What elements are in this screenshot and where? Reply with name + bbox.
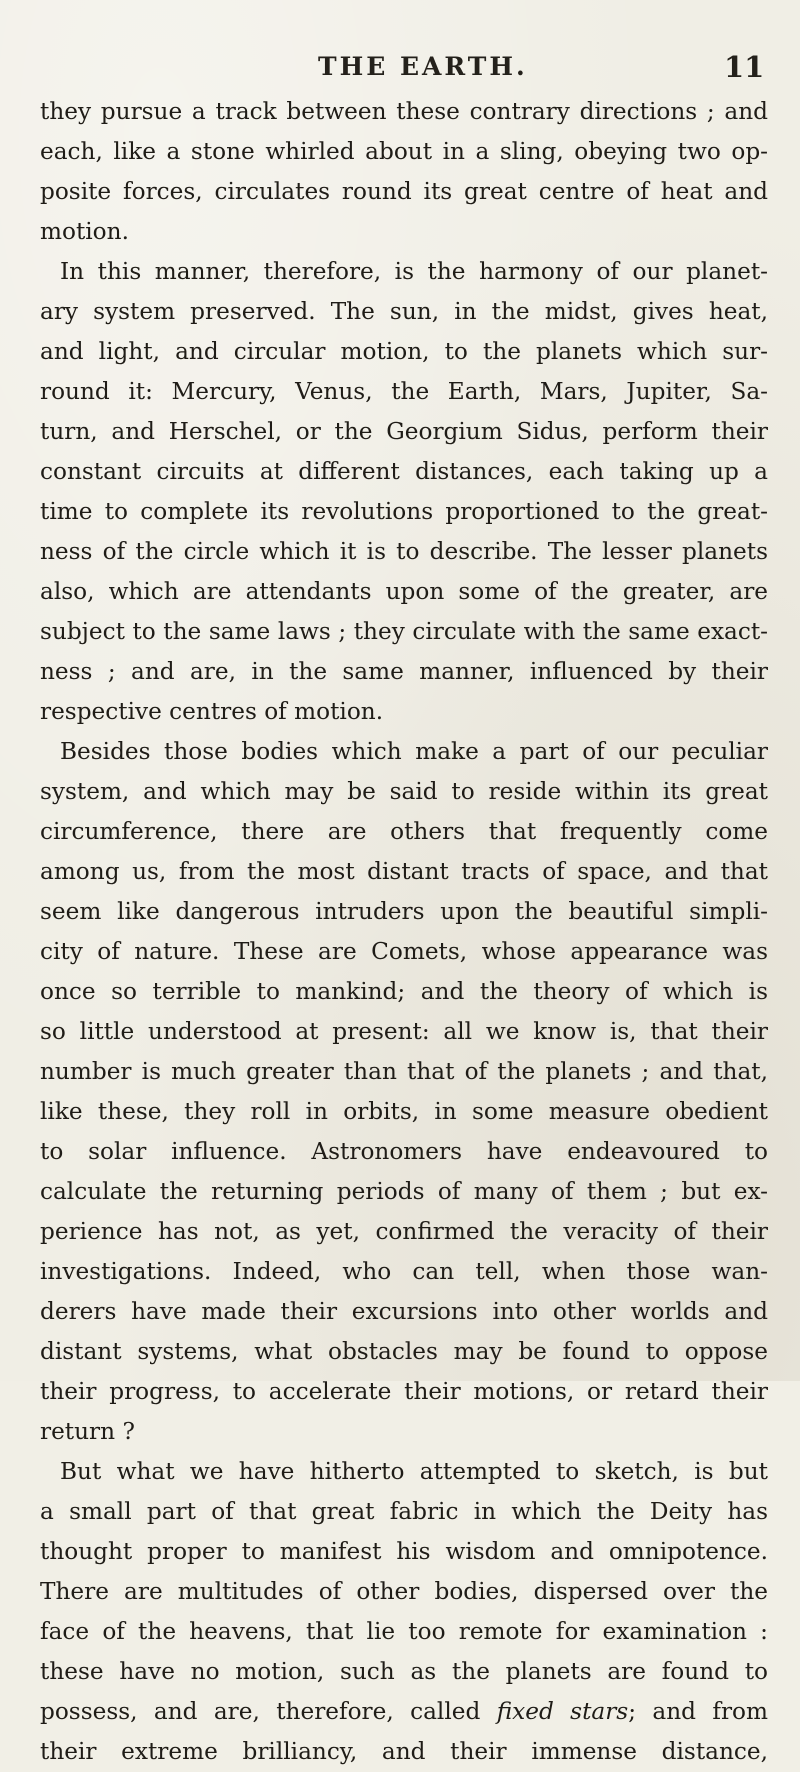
text-line: constant circuits at different distances, each taking up a — [40, 458, 768, 485]
text-line: so little understood at present: all we know is, that their — [40, 1018, 768, 1045]
page-number: 11 — [724, 50, 765, 84]
text-line: But what we have hitherto attempted to sketch, is but — [60, 1458, 768, 1485]
text-line: seem like dangerous intruders upon the beautiful simpli- — [40, 898, 768, 925]
text-line: thought proper to manifest his wisdom and omnipotence. — [40, 1538, 768, 1565]
running-head — [0, 52, 800, 92]
italic-phrase: fixed stars — [496, 1698, 629, 1725]
text-line: There are multitudes of other bodies, dispersed over the — [40, 1578, 768, 1605]
text-line: circumference, there are others that frequently come — [40, 818, 768, 845]
text-line: a small part of that great fabric in which the Deity has — [40, 1498, 768, 1525]
text-line: each, like a stone whirled about in a sling, obeying two op- — [40, 138, 768, 165]
text-line: motion. — [40, 218, 129, 245]
text-line: posite forces, circulates round its great centre of heat and — [40, 178, 768, 205]
text-line: number is much greater than that of the planets ; and that, — [40, 1058, 768, 1085]
text-line: investigations. Indeed, who can tell, when those wan- — [40, 1258, 768, 1285]
running-title: THE EARTH. — [318, 52, 528, 81]
text-line: their extreme brilliancy, and their immense distance, — [40, 1738, 768, 1765]
text-line: turn, and Herschel, or the Georgium Sidus, perform their — [40, 418, 768, 445]
text-line: In this manner, therefore, is the harmony of our planet- — [60, 258, 768, 285]
text-line: ness ; and are, in the same manner, influenced by their — [40, 658, 768, 685]
text-line: possess, and are, therefore, called fixed stars; and from — [40, 1698, 768, 1725]
text-line: return ? — [40, 1418, 135, 1445]
text-line: their progress, to accelerate their motions, or retard their — [40, 1378, 768, 1405]
text-line: also, which are attendants upon some of the greater, are — [40, 578, 768, 605]
text-line: round it: Mercury, Venus, the Earth, Mars, Jupiter, Sa- — [40, 378, 768, 405]
text-line: subject to the same laws ; they circulate with the same exact- — [40, 618, 768, 645]
text-line: respective centres of motion. — [40, 698, 384, 725]
text-line: these have no motion, such as the planets are found to — [40, 1658, 768, 1685]
text-line: ary system preserved. The sun, in the midst, gives heat, — [40, 298, 768, 325]
text-line: like these, they roll in orbits, in some measure obedient — [40, 1098, 768, 1125]
text-line: system, and which may be said to reside within its great — [40, 778, 768, 805]
text-line: among us, from the most distant tracts of space, and that — [40, 858, 768, 885]
body-text — [40, 92, 768, 1772]
text-line: face of the heavens, that lie too remote for examination : — [40, 1618, 768, 1645]
text-line: derers have made their excursions into other worlds and — [40, 1298, 768, 1325]
text-line: calculate the returning periods of many of them ; but ex- — [40, 1178, 768, 1205]
text-line: Besides those bodies which make a part of our peculiar — [60, 738, 768, 765]
text-line: distant systems, what obstacles may be found to oppose — [40, 1338, 768, 1365]
text-line: they pursue a track between these contrary directions ; and — [40, 98, 768, 125]
text-line: once so terrible to mankind; and the theory of which is — [40, 978, 768, 1005]
text-line: time to complete its revolutions proportioned to the great- — [40, 498, 768, 525]
text-line: city of nature. These are Comets, whose appearance was — [40, 938, 768, 965]
text-line: perience has not, as yet, confirmed the veracity of their — [40, 1218, 768, 1245]
text-line: ness of the circle which it is to describe. The lesser planets — [40, 538, 768, 565]
text-line: to solar influence. Astronomers have endeavoured to — [40, 1138, 768, 1165]
text-line: and light, and circular motion, to the planets which sur- — [40, 338, 768, 365]
